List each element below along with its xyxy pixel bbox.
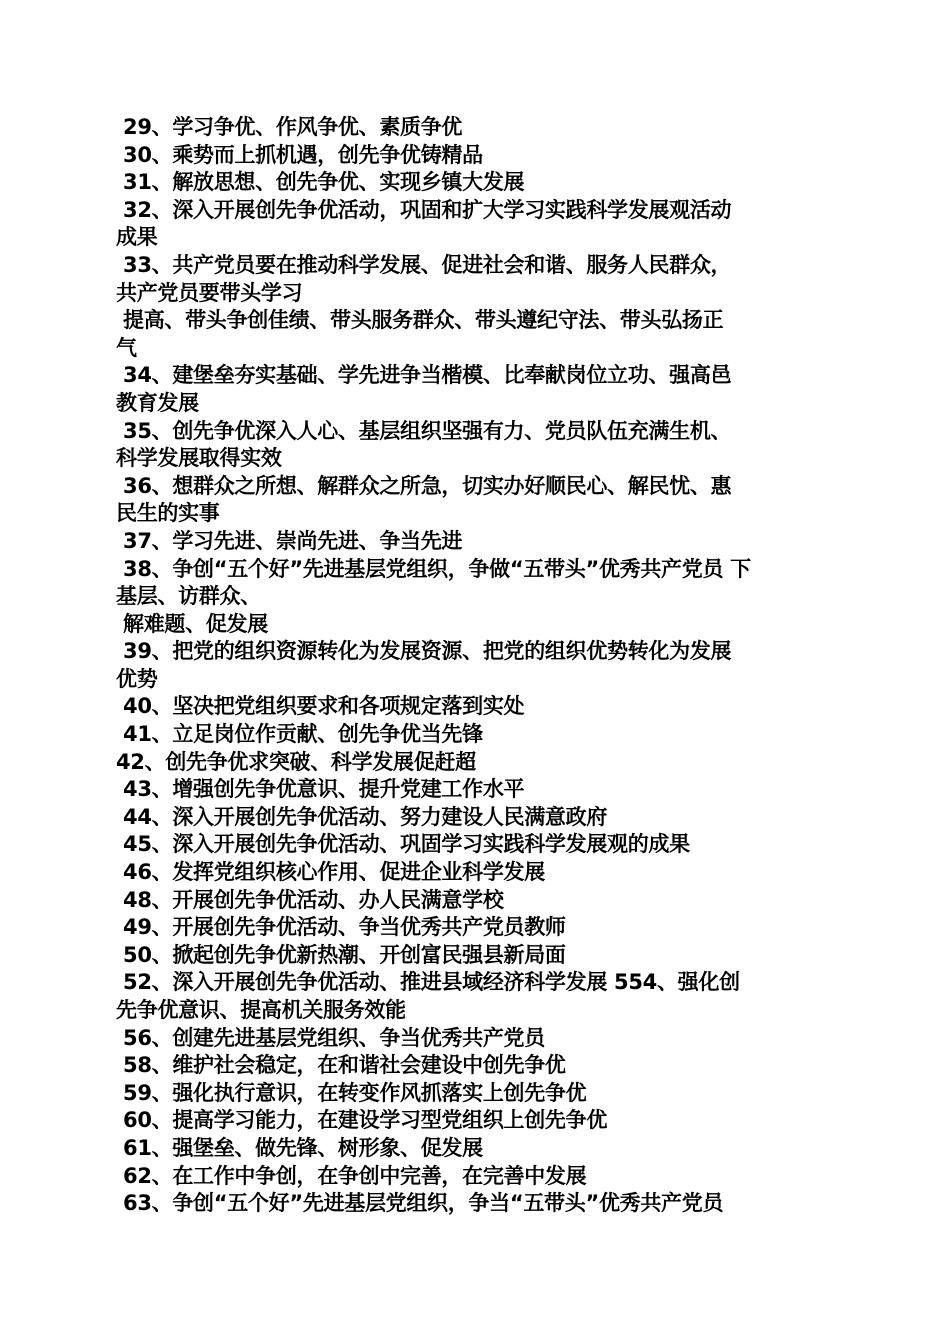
text-line: 36、想群众之所想、解群众之所急，切实办好顺民心、解民忧、惠 [116,473,732,498]
text-line: 气 [116,335,137,360]
text-line: 41、立足岗位作贡献、创先争优当先锋 [116,722,483,747]
text-line: 38、争创“五个好”先进基层党组织，争做“五带头”优秀共产党员 下 [116,556,751,581]
text-line: 35、创先争优深入人心、基层组织坚强有力、党员队伍充满生机、 [116,418,732,443]
text-line: 科学发展取得实效 [116,446,282,471]
slogan-list [116,114,822,1218]
text-line: 62、在工作中争创，在争创中完善，在完善中发展 [116,1163,587,1188]
text-line: 44、深入开展创先争优活动、努力建设人民满意政府 [116,804,608,829]
text-line: 61、强堡垒、做先锋、树形象、促发展 [116,1135,483,1160]
text-line: 58、维护社会稳定，在和谐社会建设中创先争优 [116,1053,566,1078]
text-line: 32、深入开展创先争优活动，巩固和扩大学习实践科学发展观活动 [116,197,732,222]
text-line: 共产党员要带头学习 [116,280,303,305]
text-line: 50、掀起创先争优新热潮、开创富民强县新局面 [116,942,566,967]
text-line: 34、建堡垒夯实基础、学先进争当楷模、比奉献岗位立功、强高邑 [116,363,732,388]
text-line: 45、深入开展创先争优活动、巩固学习实践科学发展观的成果 [116,832,690,857]
text-line: 49、开展创先争优活动、争当优秀共产党员教师 [116,915,566,940]
text-line: 39、把党的组织资源转化为发展资源、把党的组织优势转化为发展 [116,639,732,664]
text-line: 46、发挥党组织核心作用、促进企业科学发展 [116,860,545,885]
text-line: 基层、访群众、 [116,584,261,609]
text-line: 先争优意识、提高机关服务效能 [116,998,406,1022]
text-line: 43、增强创先争优意识、提升党建工作水平 [116,777,525,802]
text-line: 59、强化执行意识，在转变作风抓落实上创先争优 [116,1080,587,1105]
text-line: 37、学习先进、崇尚先进、争当先进 [116,528,463,553]
text-line: 31、解放思想、创先争优、实现乡镇大发展 [116,170,525,195]
text-line: 29、学习争优、作风争优、素质争优 [116,115,463,139]
text-line: 成果 [116,225,158,250]
text-line: 52、深入开展创先争优活动、推进县域经济科学发展 554、强化创 [116,970,740,995]
text-line: 优势 [116,666,158,691]
text-line: 教育发展 [116,390,199,415]
text-line: 48、开展创先争优活动、办人民满意学校 [116,887,504,912]
text-line: 42、创先争优求突破、科学发展促赶超 [116,749,476,774]
text-line: 33、共产党员要在推动科学发展、促进社会和谐、服务人民群众， [116,252,732,277]
text-line: 63、争创“五个好”先进基层党组织，争当“五带头”优秀共产党员 [116,1191,724,1216]
text-line: 60、提高学习能力，在建设学习型党组织上创先争优 [116,1108,608,1133]
text-line: 解难题、促发展 [116,611,268,636]
text-line: 30、乘势而上抓机遇，创先争优铸精品 [116,142,483,167]
text-line: 提高、带头争创佳绩、带头服务群众、带头遵纪守法、带头弘扬正 [116,308,724,333]
text-line: 56、创建先进基层党组织、争当优秀共产党员 [116,1025,545,1050]
text-line: 40、坚决把党组织要求和各项规定落到实处 [116,694,525,719]
text-line: 民生的实事 [116,501,220,526]
